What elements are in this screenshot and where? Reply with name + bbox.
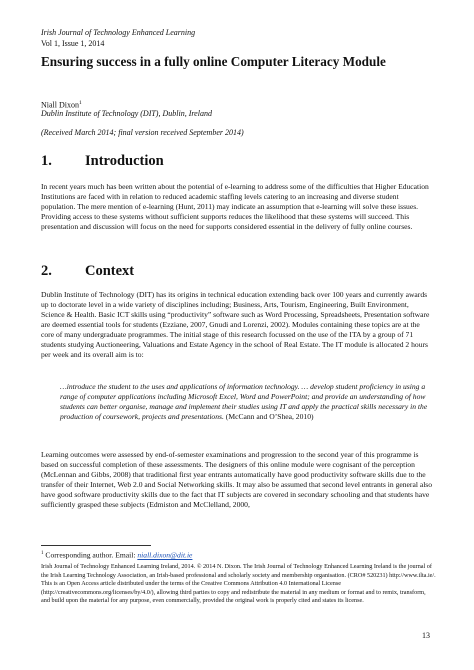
journal-name: Irish Journal of Technology Enhanced Learning xyxy=(41,28,196,37)
footnote-mark: 1 xyxy=(41,551,44,556)
footnote-text: Corresponding author. Email: xyxy=(43,550,138,560)
quote-text: …introduce the student to the uses and applications of information technology. … develop student proficiency in using a range of computer applications including Microsoft Excel, Word and PowerPoint; and provide an understanding of how students can better organise, manage and implement their studies using IT and apply the practical skills necessary in the production of coursework, projects and presentations. xyxy=(60,382,428,421)
author-affiliation: Dublin Institute of Technology (DIT), Dublin, Ireland xyxy=(41,109,212,118)
received-dates: (Received March 2014; final version received September 2014) xyxy=(41,128,244,137)
page-number: 13 xyxy=(422,631,430,640)
footnote xyxy=(41,549,192,561)
section-title: Introduction xyxy=(85,153,164,169)
author-name: Niall Dixon xyxy=(41,100,79,110)
introduction-paragraph: In recent years much has been written about the potential of e-learning to address some of the difficulties that Higher Education Institutions are faced with in relation to reduced academic staffing levels catering to an increasing and diverse student population. The mere mention of e-learning (Hunt, 2011) may indicate an assumption that e-learning will solve these issues. Providing access to these systems without sufficient supports reduces the likelihood that these systems will succeed. This presentation and discussion will focus on the need for supports considered essential in the delivery of fully online courses. xyxy=(41,182,429,231)
license-statement: Irish Journal of Technology Enhanced Learning Ireland, 2014. © 2014 N. Dixon. The Irish Journal of Technology Enhanced Learning Ireland is the journal of the Irish Learning Technology Association, an Irish-based professional and scholarly society and membership organisation. (CRO# 520231) http://www.ilta.ie/. This is an Open Access article distributed under the terms of the Creative Commons Attribution 4.0 International License (http://creativecommons.org/licenses/by/4.0/), allowing third parties to copy and redistribute the material in any medium or format and to remix, transform, and build upon the material for any purpose, even commercially, provided the original work is properly cited and states its license. xyxy=(41,563,436,605)
context-paragraph: Dublin Institute of Technology (DIT) has its origins in technical education extending back over 100 years and currently awards up to doctorate level in a wide variety of disciplines including; Business, Arts, Tourism, Engineering, Built Environment, Science & Health. Basic ICT skills using “productivity” software such as Word Processing, Spreadsheets, Presentation software are deemed essential tools for students (Ezziane, 2007, Gnudi and Lorenzi, 2002). Modules containing these topics are at the core of many undergraduate programmes. The initial stage of this research focussed on the use of the ITA by a group of 71 students studying Auctioneering, Valuations and Estate Agency in the school of Real Estate. The IT module is allocated 2 hours per week and its overall aim is to: xyxy=(41,290,430,359)
context-paragraph-2: Learning outcomes were assessed by end-of-semester examinations and progression to the second year of this programme is based on successful completion of these assessments. The designers of this online module were cognisant of the perception (McLennan and Gibbs, 2008) that traditional first year entrants automatically have good productivity software skills due to the transfer of their Internet, Web 2.0 and Social Networking skills. It may also be assumed that second level entrants in general also have good software productivity skills due to the fact that IT subjects are covered in secondary schooling and that students have sufficiently grasped these subjects (Edmiston and McClelland, 2000, xyxy=(41,450,433,509)
author-email-link[interactable]: niall.dixon@dit.ie xyxy=(137,550,193,560)
journal-volume-issue: Vol 1, Issue 1, 2014 xyxy=(41,39,105,48)
section-heading-introduction xyxy=(41,152,164,170)
section-number: 2. xyxy=(41,263,52,279)
footnote-divider xyxy=(41,545,151,546)
section-title: Context xyxy=(85,263,135,279)
article-title: Ensuring success in a fully online Computer Literacy Module xyxy=(41,54,386,69)
quote-citation: (McCann and O’Shea, 2010) xyxy=(223,412,314,421)
section-number: 1. xyxy=(41,153,52,169)
author-footnote-mark: 1 xyxy=(79,100,82,106)
module-aim-quote xyxy=(60,382,430,422)
section-heading-context xyxy=(41,262,134,280)
